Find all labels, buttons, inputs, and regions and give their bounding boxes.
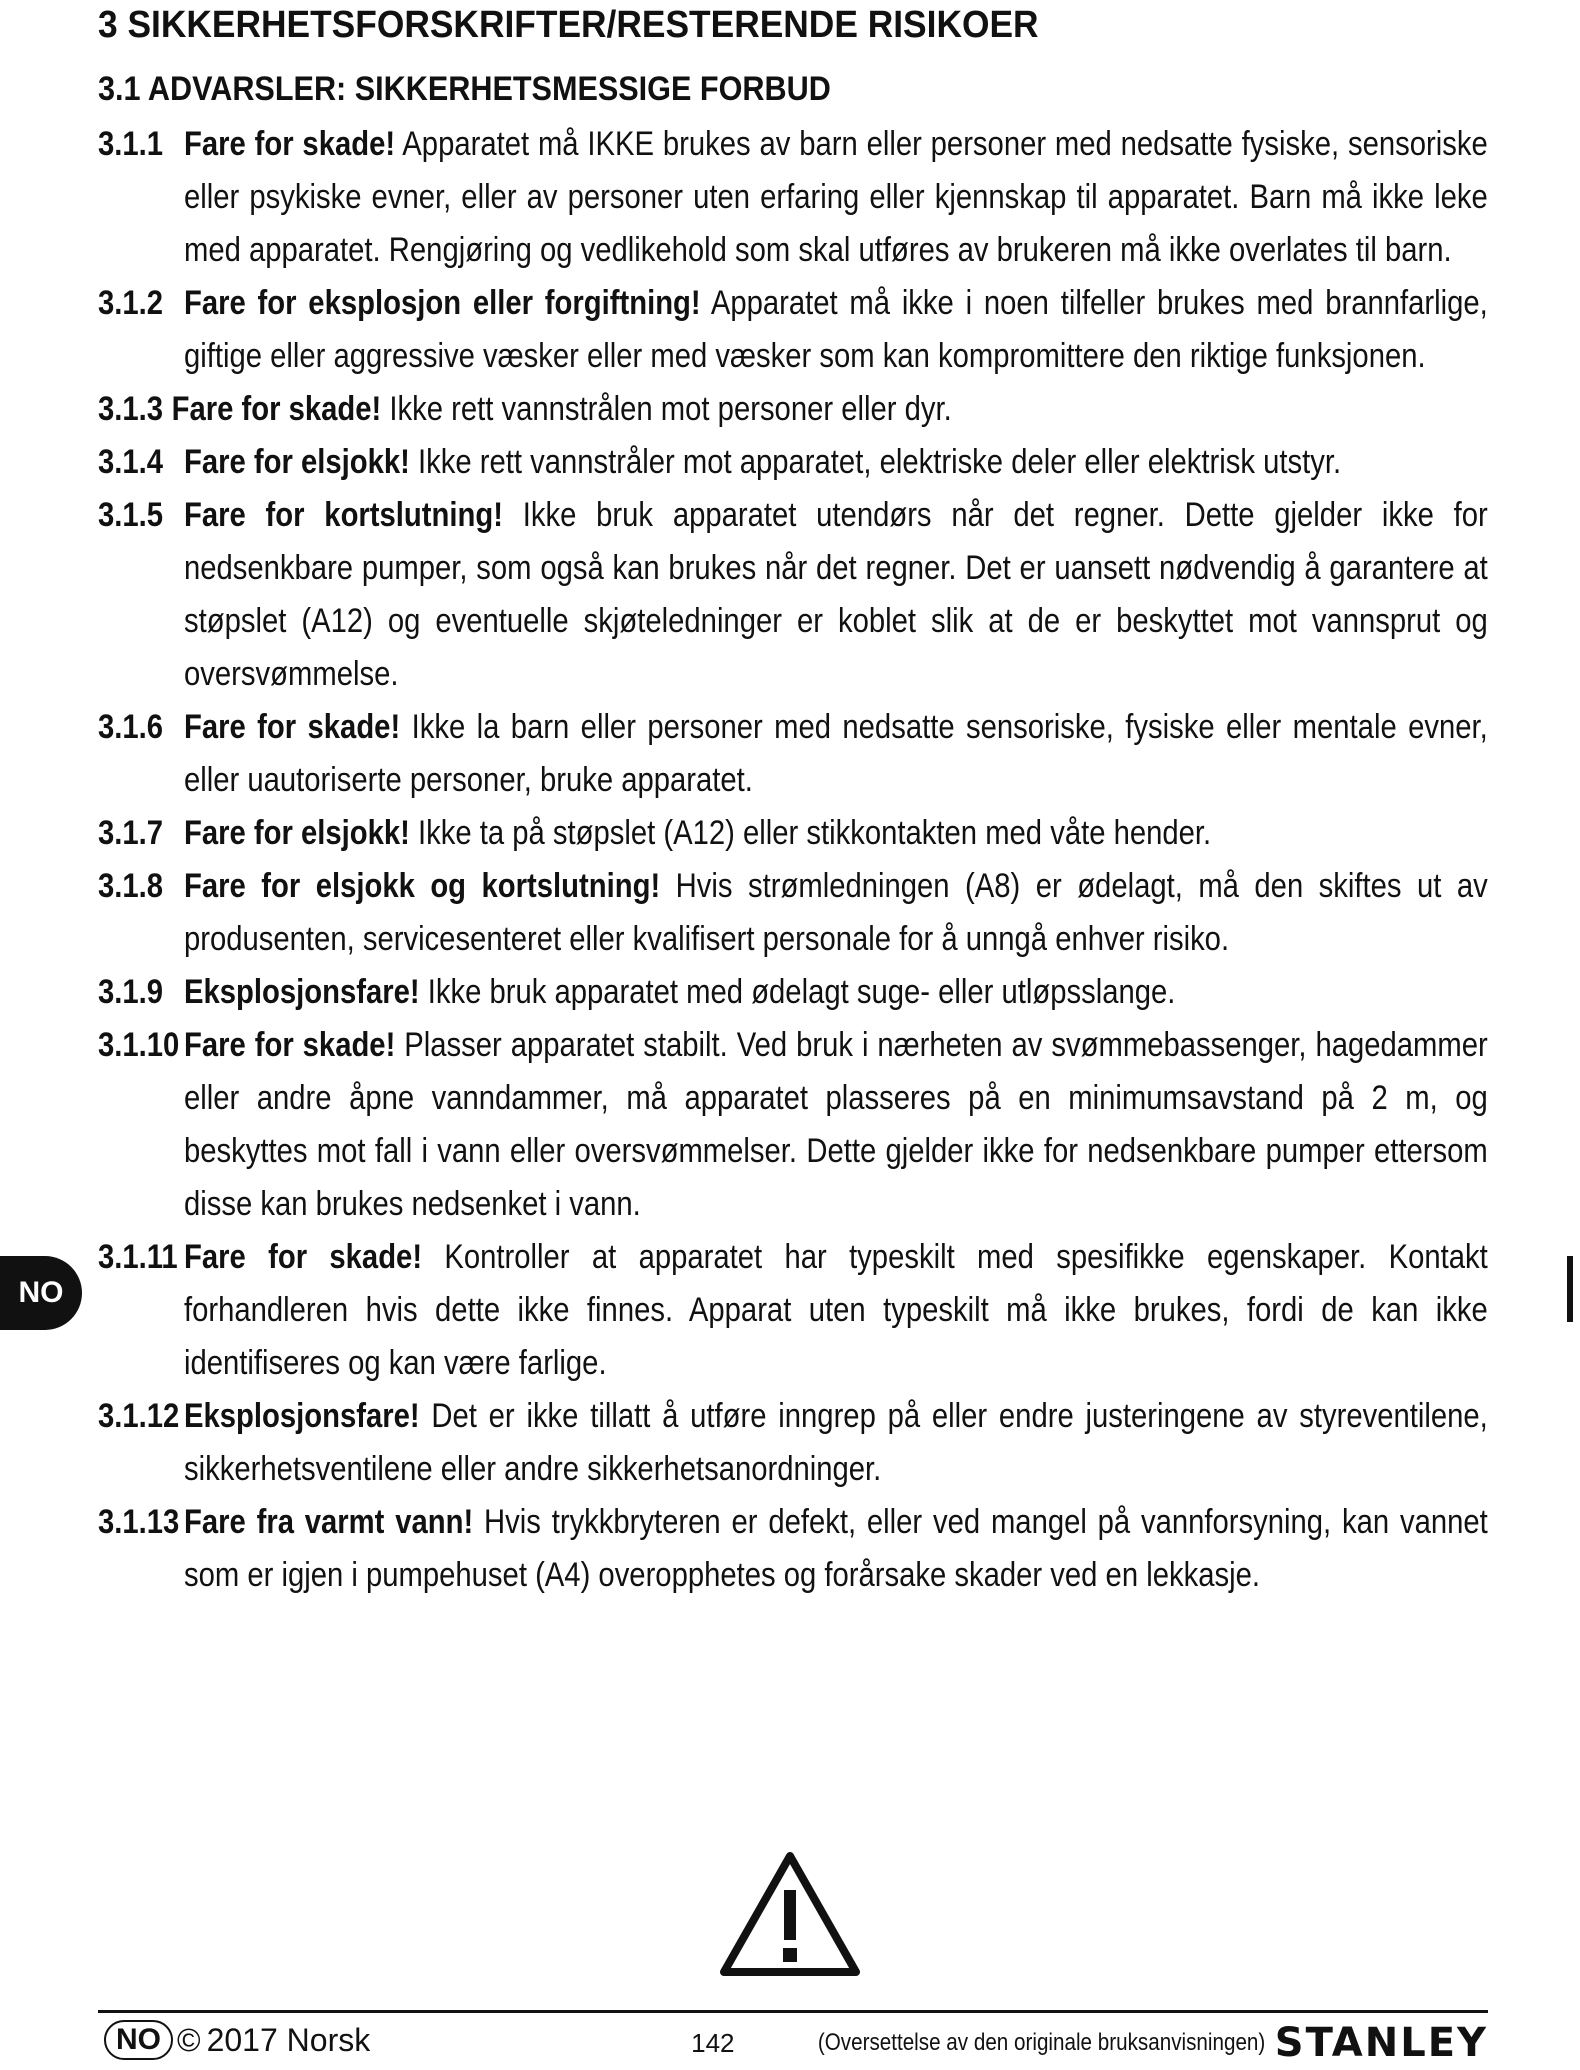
warning-item — [98, 860, 1488, 966]
item-text — [184, 1019, 1488, 1231]
item-body: Ikke bruk apparatet med ødelagt suge- eller utløpsslange. — [419, 973, 1176, 1011]
item-text — [184, 701, 1488, 807]
item-text — [184, 489, 1488, 701]
item-hazard-lead: Fare for skade! — [184, 708, 401, 746]
warning-item — [98, 489, 1488, 701]
item-number: 3.1.13 — [98, 1503, 180, 1541]
warning-item — [98, 1231, 1488, 1390]
item-body: Ikke rett vannstrålen mot personer eller dyr. — [381, 390, 952, 428]
item-hazard-lead: Fare for eksplosjon eller forgiftning! — [184, 284, 701, 322]
warning-item — [98, 1496, 1488, 1602]
item-text — [184, 436, 1488, 489]
warning-item — [98, 383, 1488, 436]
item-body: Ikke la barn eller personer med nedsatte sensoriske, fysiske eller mentale evner, eller uautoriserte personer, bruke apparatet. — [184, 708, 1488, 799]
item-body: Apparatet må ikke i noen tilfeller brukes med brannfarlige, giftige eller aggressive væsker eller med væsker som kan kompromittere den riktige funksjonen. — [184, 284, 1488, 375]
item-text — [184, 860, 1488, 966]
item-hazard-lead: Fare fra varmt vann! — [184, 1503, 474, 1541]
footer-left — [104, 2020, 370, 2060]
brand-logo: STANLEY — [1274, 2020, 1488, 2066]
item-text — [184, 1231, 1488, 1390]
item-body: Ikke rett vannstråler mot apparatet, elektriske deler eller elektrisk utstyr. — [409, 443, 1342, 481]
item-body: Plasser apparatet stabilt. Ved bruk i nærheten av svømmebassenger, hagedammer eller andre åpne vanndammer, må apparatet plasseres på en minimumsavstand på 2 m, og beskyttes mot fall i vann eller oversvømmelser. Dette gjelder ikke for nedsenkbare pumper ettersom disse kan brukes nedsenket i vann. — [184, 1026, 1488, 1223]
item-number: 3.1.2 — [98, 284, 164, 322]
item-hazard-lead: Eksplosjonsfare! — [184, 973, 420, 1011]
item-number: 3.1.1 — [98, 125, 164, 163]
item-number: 3.1.3 — [98, 390, 164, 428]
page-edge-marker — [1567, 1256, 1573, 1322]
item-body: Det er ikke tillatt å utføre inngrep på eller endre justeringene av styreventilene, sikkerhetsventilene eller andre sikkerhetsanordninger. — [184, 1397, 1488, 1488]
warning-item — [98, 1019, 1488, 1231]
item-body: Hvis strømledningen (A8) er ødelagt, må den skiftes ut av produsenten, servicesenteret eller kvalifisert personale for å unngå enhver risiko. — [184, 867, 1488, 958]
language-tab: NO — [0, 1256, 82, 1330]
footer-right — [691, 2020, 1488, 2066]
item-number: 3.1.4 — [98, 443, 164, 481]
item-hazard-lead: Fare for skade! — [184, 1026, 396, 1064]
item-hazard-lead: Fare for elsjokk og kortslutning! — [184, 867, 661, 905]
item-hazard-lead: Fare for kortslutning! — [184, 496, 503, 534]
item-number: 3.1.11 — [98, 1238, 178, 1276]
item-body: Hvis trykkbryteren er defekt, eller ved mangel på vannforsyning, kan vannet som er igjen i pumpehuset (A4) overopphetes og forårsake skader ved en lekkasje. — [184, 1503, 1488, 1594]
copyright-symbol: © — [177, 2021, 201, 2058]
warning-item — [98, 1390, 1488, 1496]
item-number: 3.1.7 — [98, 814, 164, 852]
item-hazard-lead: Eksplosjonsfare! — [184, 1397, 420, 1435]
footer-rule — [98, 2010, 1488, 2013]
item-number: 3.1.9 — [98, 973, 164, 1011]
item-text — [184, 1496, 1488, 1602]
page-number: 142 — [691, 2027, 735, 2058]
item-text — [184, 1390, 1488, 1496]
item-number: 3.1.5 — [98, 496, 164, 534]
warning-triangle-icon — [716, 1848, 864, 1980]
warning-list — [98, 118, 1488, 1602]
warning-item — [98, 277, 1488, 383]
warning-item — [98, 118, 1488, 277]
item-number: 3.1.10 — [98, 1026, 180, 1064]
warning-item — [98, 701, 1488, 807]
copyright-year-language: 2017 Norsk — [206, 2021, 371, 2058]
item-hazard-lead: Fare for skade! — [171, 390, 382, 428]
section-title: 3 SIKKERHETSFORSKRIFTER/RESTERENDE RISIKOER — [98, 4, 1039, 46]
translation-note: (Oversettelse av den originale bruksanvisningen) — [817, 2029, 1265, 2056]
item-number: 3.1.12 — [98, 1397, 180, 1435]
item-hazard-lead: Fare for elsjokk! — [184, 443, 410, 481]
item-number: 3.1.8 — [98, 867, 164, 905]
item-text — [184, 966, 1488, 1019]
item-number: 3.1.6 — [98, 708, 164, 746]
item-body: Kontroller at apparatet har typeskilt med spesifikke egenskaper. Kontakt forhandleren hvis dette ikke finnes. Apparat uten typeskilt må ikke brukes, fordi de kan ikke identifiseres og kan være farlige. — [184, 1238, 1488, 1382]
item-body: Apparatet må IKKE brukes av barn eller personer med nedsatte fysiske, sensoriske eller psykiske evner, eller av personer uten erfaring eller kjennskap til apparatet. Barn må ikke leke med apparatet. Rengjøring og vedlikehold som skal utføres av brukeren må ikke overlates til barn. — [184, 125, 1488, 269]
warning-item — [98, 966, 1488, 1019]
item-text — [172, 383, 1488, 436]
item-text — [184, 118, 1488, 277]
language-badge: NO — [104, 2020, 173, 2060]
item-hazard-lead: Fare for skade! — [184, 125, 396, 163]
warning-item — [98, 436, 1488, 489]
item-text — [184, 277, 1488, 383]
warning-item — [98, 807, 1488, 860]
item-hazard-lead: Fare for skade! — [184, 1238, 423, 1276]
item-body: Ikke bruk apparatet utendørs når det regner. Dette gjelder ikke for nedsenkbare pumper, som også kan brukes når det regner. Det er uansett nødvendig å garantere at støpslet (A12) og eventuelle skjøteledninger er koblet slik at de er beskyttet mot vannsprut og oversvømmelse. — [184, 496, 1488, 693]
item-body: Ikke ta på støpslet (A12) eller stikkontakten med våte hender. — [409, 814, 1212, 852]
item-text — [184, 807, 1488, 860]
subsection-title: 3.1 ADVARSLER: SIKKERHETSMESSIGE FORBUD — [98, 70, 831, 108]
item-hazard-lead: Fare for elsjokk! — [184, 814, 410, 852]
